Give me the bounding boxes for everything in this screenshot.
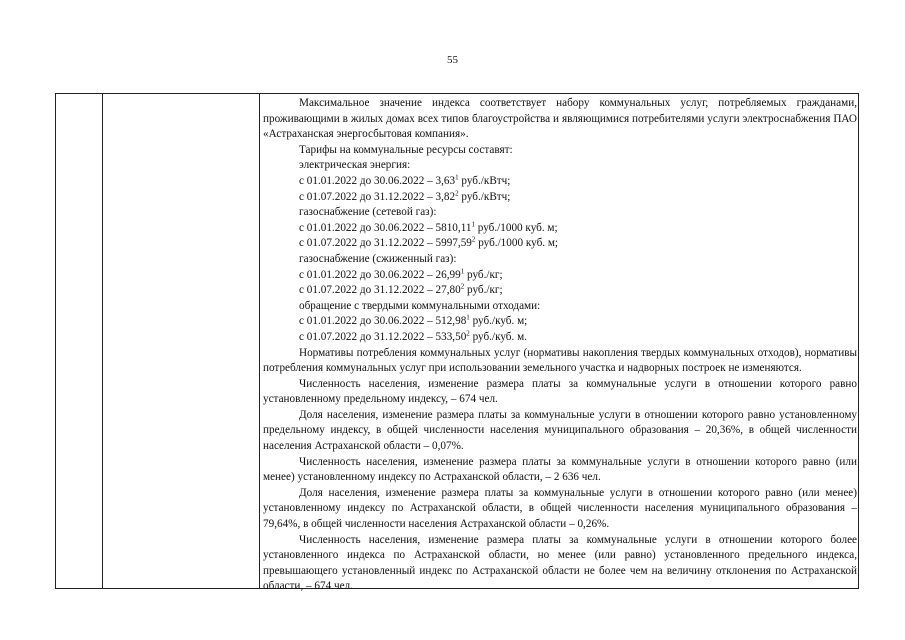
tariff-value: с 01.07.2022 до 31.12.2022 – 5997,59 [299, 237, 472, 250]
tariff-unit: руб./1000 куб. м; [474, 221, 558, 234]
gas-network-line-1 [263, 221, 857, 237]
footnote-mark: 2 [466, 329, 470, 338]
table-column-divider [259, 94, 260, 588]
tariff-unit: руб./кВтч; [458, 174, 511, 187]
electricity-line-2 [263, 190, 857, 206]
tariff-unit: руб./кг; [464, 268, 503, 281]
population-more-paragraph: Численность населения, изменение размера платы за коммунальные услуги в отношении которого более установленного индекса по Астраханской области, но менее (или равно) установленного предельного индекса, превышающего установленный индекс по Астраханской области не более чем на величину отклонения по Астраханской области, – 674 чел. [263, 533, 857, 593]
tariff-unit: руб./кВтч; [458, 190, 511, 203]
electricity-line-1 [263, 174, 857, 190]
tariff-unit: руб./куб. м; [469, 315, 528, 328]
electricity-heading: электрическая энергия: [299, 159, 411, 172]
footnote-mark: 1 [460, 266, 465, 275]
tariff-unit: руб./кг; [464, 284, 503, 297]
gas-network-heading: газоснабжение (сетевой газ): [299, 206, 437, 219]
table-text-cell [263, 96, 857, 595]
gas-liquefied-line-1 [263, 268, 857, 284]
tariff-value: с 01.01.2022 до 30.06.2022 – 26,99 [299, 268, 461, 281]
population-less-paragraph: Численность населения, изменение размера платы за коммунальные услуги в отношении которого равно (или менее) установленному индексу по Астраханской области, – 2 636 чел. [263, 455, 857, 484]
document-table [55, 93, 859, 593]
waste-heading: обращение с твердыми коммунальными отходами: [299, 299, 541, 312]
page-number: 55 [447, 54, 458, 66]
gas-network-line-2 [263, 236, 857, 252]
footnote-mark: 2 [455, 188, 459, 197]
share-equal-paragraph: Доля населения, изменение размера платы за коммунальные услуги в отношении которого равно установленному предельному индексу, в общей численности населения муниципального образования – 20,36%, в общей численности населения Астраханской области – 0,07%. [263, 408, 857, 453]
norms-paragraph: Нормативы потребления коммунальных услуг (нормативы накопления твердых коммунальных отходов), нормативы потребления коммунальных услуг при использовании земельного участка и надворных построек не изменяются. [263, 346, 857, 375]
max-index-paragraph: Максимальное значение индекса соответствует набору коммунальных услуг, потребляемых гражданами, проживающими в жилых домах всех типов благоустройства и являющимися потребителями услуги электроснабжения ПАО «Астраханская энергосбытовая компания». [263, 97, 857, 141]
table-column-divider [102, 94, 103, 588]
tariff-unit: руб./1000 куб. м; [475, 237, 559, 250]
footnote-mark: 2 [460, 282, 465, 291]
footnote-mark: 2 [471, 235, 476, 244]
tariff-value: с 01.07.2022 до 31.12.2022 – 27,80 [299, 284, 461, 297]
gas-liquefied-line-2 [263, 283, 857, 299]
tariffs-intro: Тарифы на коммунальные ресурсы составят: [299, 143, 513, 156]
share-less-paragraph: Доля населения, изменение размера платы за коммунальные услуги в отношении которого равно (или менее) установленному индексу по Астраханской области, в общей численности населения муниципального образования – 79,64%, в общей численности населения Астраханской области – 0,26%. [263, 486, 857, 531]
tariff-value: с 01.01.2022 до 30.06.2022 – 5810,11 [299, 221, 472, 234]
footnote-mark: 1 [466, 313, 470, 322]
gas-liquefied-heading: газоснабжение (сжиженный газ): [299, 252, 457, 265]
tariff-value: с 01.07.2022 до 31.12.2022 – 533,50 [299, 330, 467, 343]
tariff-unit: руб./куб. м. [469, 330, 527, 343]
waste-line-1 [263, 314, 857, 330]
waste-line-2 [263, 330, 857, 346]
tariff-value: с 01.07.2022 до 31.12.2022 – 3,82 [299, 190, 456, 203]
footnote-mark: 1 [455, 173, 459, 182]
tariff-value: с 01.01.2022 до 30.06.2022 – 3,63 [299, 174, 456, 187]
footnote-mark: 1 [471, 220, 475, 229]
tariff-value: с 01.01.2022 до 30.06.2022 – 512,98 [299, 315, 467, 328]
population-equal-paragraph: Численность населения, изменение размера платы за коммунальные услуги в отношении которого равно установленному предельному индексу, – 674 чел. [263, 377, 857, 406]
